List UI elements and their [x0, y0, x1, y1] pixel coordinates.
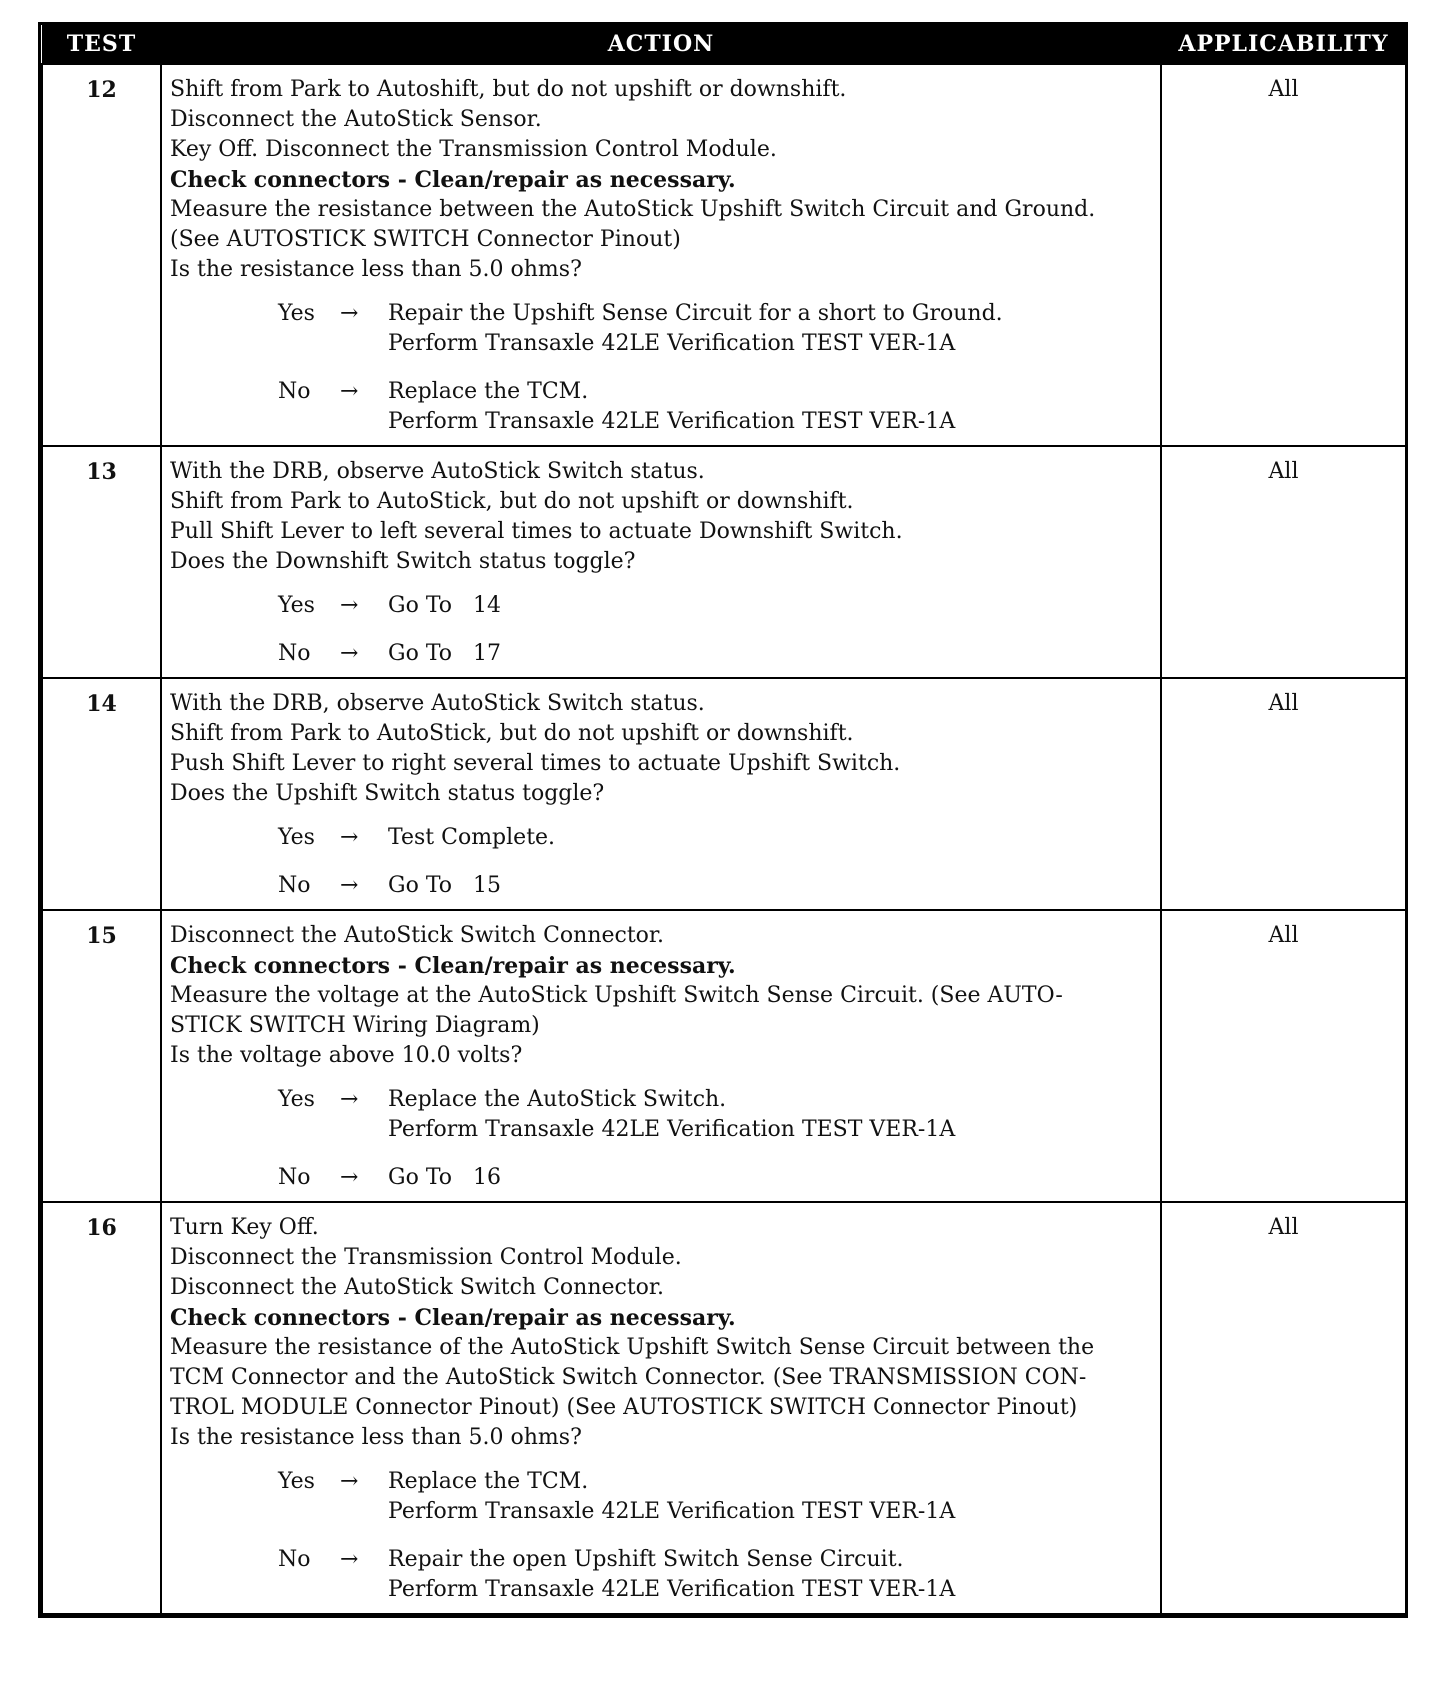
outcome-result — [388, 377, 1154, 437]
outcome-answer: Yes — [278, 1469, 315, 1494]
action-instruction: Turn Key Off. — [170, 1215, 319, 1240]
test-number: 15 — [42, 910, 161, 1202]
arrow-right-icon: → — [340, 593, 359, 618]
test-table — [41, 25, 1407, 1615]
outcome-yes — [278, 1085, 1154, 1145]
action-instruction: Does the Upshift Switch status toggle? — [170, 781, 605, 806]
action-instruction: Key Off. Disconnect the Transmission Control Module. — [170, 137, 777, 162]
outcome-list — [170, 1085, 1154, 1193]
outcome-answer: No — [278, 379, 311, 404]
diagnostic-test-table — [38, 22, 1408, 1618]
action-cell — [161, 910, 1161, 1202]
outcome-result-line: Go To 14 — [388, 593, 501, 618]
action-instruction: Is the resistance less than 5.0 ohms? — [170, 1425, 582, 1450]
outcome-no — [278, 639, 1154, 669]
test-number: 14 — [42, 678, 161, 910]
action-instruction: Measure the resistance between the AutoStick Upshift Switch Circuit and Ground. — [170, 197, 1096, 222]
arrow-right-icon: → — [340, 1087, 359, 1112]
outcome-result-line: Replace the AutoStick Switch. — [388, 1087, 727, 1112]
action-instruction: Is the resistance less than 5.0 ohms? — [170, 257, 582, 282]
outcome-result-line: Perform Transaxle 42LE Verification TEST VER-1A — [388, 1577, 956, 1602]
action-instruction: Pull Shift Lever to left several times to actuate Downshift Switch. — [170, 519, 903, 544]
outcome-list — [170, 591, 1154, 669]
action-instruction: Measure the resistance of the AutoStick Upshift Switch Sense Circuit between the — [170, 1335, 1095, 1360]
outcome-result-line: Repair the open Upshift Switch Sense Circuit. — [388, 1547, 904, 1572]
outcome-yes — [278, 591, 1154, 621]
action-instruction: (See AUTOSTICK SWITCH Connector Pinout) — [170, 227, 681, 252]
arrow-right-icon: → — [340, 1547, 359, 1572]
outcome-result — [388, 871, 1154, 901]
outcome-no — [278, 377, 1154, 437]
outcome-result-line: Test Complete. — [388, 825, 556, 850]
outcome-result-line: Replace the TCM. — [388, 379, 589, 404]
table-body — [42, 64, 1406, 1614]
table-row — [42, 64, 1406, 446]
outcome-result-line: Go To 16 — [388, 1165, 501, 1190]
test-number: 16 — [42, 1202, 161, 1614]
outcome-list — [170, 1467, 1154, 1605]
outcome-result-line: Go To 17 — [388, 641, 501, 666]
action-instruction: TCM Connector and the AutoStick Switch Connector. (See TRANSMISSION CON- — [170, 1365, 1087, 1390]
outcome-result-line: Replace the TCM. — [388, 1469, 589, 1494]
applicability: All — [1161, 446, 1406, 678]
action-instruction: TROL MODULE Connector Pinout) (See AUTOSTICK SWITCH Connector Pinout) — [170, 1395, 1078, 1420]
outcome-result-line: Perform Transaxle 42LE Verification TEST VER-1A — [388, 331, 956, 356]
action-instruction: Shift from Park to AutoStick, but do not upshift or downshift. — [170, 721, 854, 746]
test-number: 13 — [42, 446, 161, 678]
table-row — [42, 910, 1406, 1202]
action-instruction: With the DRB, observe AutoStick Switch status. — [170, 459, 705, 484]
outcome-result-line: Perform Transaxle 42LE Verification TEST VER-1A — [388, 1499, 956, 1524]
arrow-right-icon: → — [340, 825, 359, 850]
action-cell — [161, 678, 1161, 910]
action-instruction: Is the voltage above 10.0 volts? — [170, 1043, 523, 1068]
outcome-yes — [278, 299, 1154, 359]
action-instruction: Measure the voltage at the AutoStick Upshift Switch Sense Circuit. (See AUTO- — [170, 983, 1063, 1008]
outcome-answer: No — [278, 1165, 311, 1190]
table-row — [42, 446, 1406, 678]
action-cell — [161, 64, 1161, 446]
action-instruction: Push Shift Lever to right several times to actuate Upshift Switch. — [170, 751, 901, 776]
outcome-answer: Yes — [278, 825, 315, 850]
applicability: All — [1161, 910, 1406, 1202]
applicability: All — [1161, 1202, 1406, 1614]
outcome-result-line: Repair the Upshift Sense Circuit for a short to Ground. — [388, 301, 1003, 326]
outcome-yes — [278, 823, 1154, 853]
action-cell — [161, 446, 1161, 678]
arrow-right-icon: → — [340, 301, 359, 326]
action-instruction-bold: Check connectors - Clean/repair as necessary. — [170, 167, 736, 193]
action-instruction: Shift from Park to Autoshift, but do not upshift or downshift. — [170, 77, 847, 102]
test-number: 12 — [42, 64, 161, 446]
outcome-answer: No — [278, 873, 311, 898]
arrow-right-icon: → — [340, 1165, 359, 1190]
outcome-answer: Yes — [278, 593, 315, 618]
outcome-no — [278, 871, 1154, 901]
action-instruction: Disconnect the Transmission Control Module. — [170, 1245, 682, 1270]
outcome-answer: Yes — [278, 1087, 315, 1112]
outcome-list — [170, 299, 1154, 437]
outcome-result — [388, 591, 1154, 621]
action-instruction: With the DRB, observe AutoStick Switch status. — [170, 691, 705, 716]
outcome-no — [278, 1163, 1154, 1193]
action-instruction-bold: Check connectors - Clean/repair as necessary. — [170, 1305, 736, 1331]
outcome-answer: No — [278, 1547, 311, 1572]
arrow-right-icon: → — [340, 873, 359, 898]
outcome-result — [388, 299, 1154, 359]
action-instruction: Shift from Park to AutoStick, but do not upshift or downshift. — [170, 489, 854, 514]
outcome-answer: No — [278, 641, 311, 666]
outcome-answer: Yes — [278, 301, 315, 326]
table-header — [42, 25, 1406, 64]
outcome-result — [388, 823, 1154, 853]
outcome-no — [278, 1545, 1154, 1605]
outcome-result — [388, 639, 1154, 669]
outcome-result — [388, 1085, 1154, 1145]
action-instruction: Disconnect the AutoStick Switch Connector. — [170, 1275, 665, 1300]
outcome-result-line: Go To 15 — [388, 873, 501, 898]
outcome-result-line: Perform Transaxle 42LE Verification TEST VER-1A — [388, 409, 956, 434]
outcome-result — [388, 1545, 1154, 1605]
action-instruction: Does the Downshift Switch status toggle? — [170, 549, 636, 574]
outcome-result — [388, 1467, 1154, 1527]
header-action: ACTION — [161, 25, 1161, 64]
outcome-result-line: Perform Transaxle 42LE Verification TEST VER-1A — [388, 1117, 956, 1142]
action-instruction: STICK SWITCH Wiring Diagram) — [170, 1013, 540, 1038]
action-cell — [161, 1202, 1161, 1614]
action-instruction-bold: Check connectors - Clean/repair as necessary. — [170, 953, 736, 979]
action-instruction: Disconnect the AutoStick Sensor. — [170, 107, 542, 132]
outcome-result — [388, 1163, 1154, 1193]
outcome-list — [170, 823, 1154, 901]
arrow-right-icon: → — [340, 379, 359, 404]
action-instruction: Disconnect the AutoStick Switch Connector. — [170, 923, 665, 948]
table-row — [42, 678, 1406, 910]
header-applicability: APPLICABILITY — [1161, 25, 1406, 64]
arrow-right-icon: → — [340, 641, 359, 666]
header-test: TEST — [42, 25, 161, 64]
outcome-yes — [278, 1467, 1154, 1527]
table-row — [42, 1202, 1406, 1614]
applicability: All — [1161, 64, 1406, 446]
arrow-right-icon: → — [340, 1469, 359, 1494]
applicability: All — [1161, 678, 1406, 910]
